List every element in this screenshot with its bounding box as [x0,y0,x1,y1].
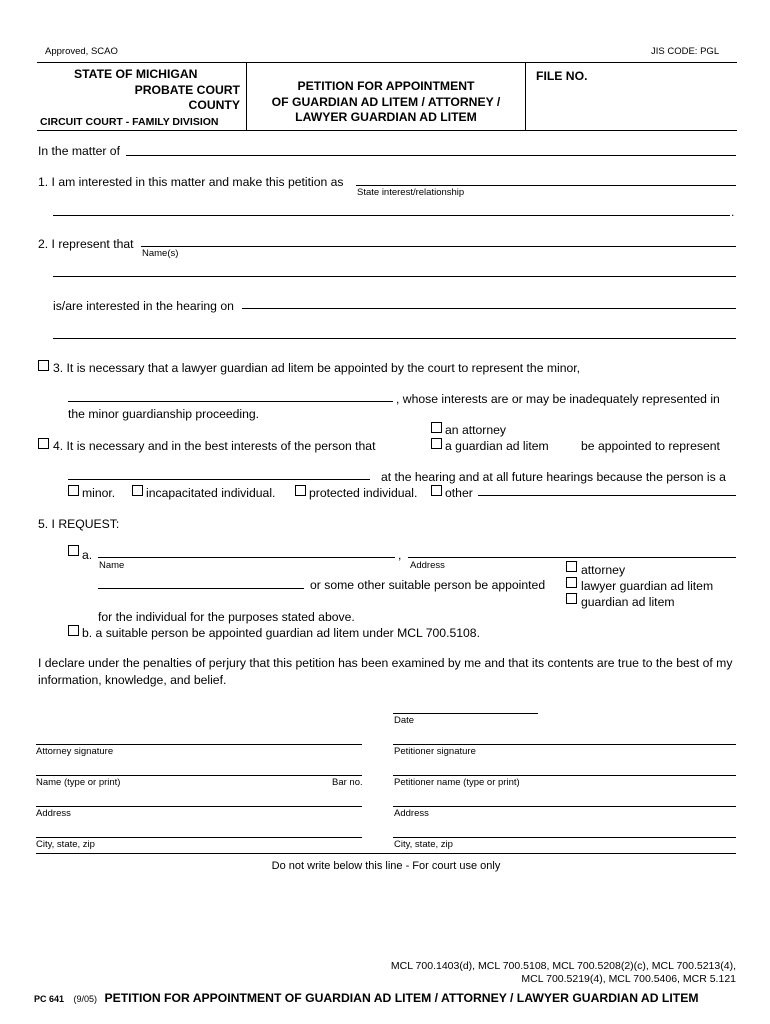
request-b-checkbox[interactable] [68,625,79,636]
court-use-note: Do not write below this line - For court use only [271,860,501,872]
appointee-address-field-2[interactable] [98,588,304,589]
declaration-line1: I declare under the penalties of perjury that this petition has been examined by me and that its contents are true to the best of my [38,656,733,670]
request-a-checkbox[interactable] [68,545,79,556]
form-title-line3: LAWYER GUARDIAN AD LITEM [295,110,477,124]
attorney-signature-caption: Attorney signature [36,746,114,757]
suitable-text: or some other suitable person be appointed [310,578,546,592]
court-use-divider [36,853,736,854]
petitioner-signature-caption: Petitioner signature [394,746,476,757]
request-attorney-label: attorney [581,563,626,577]
attorney-city-field[interactable] [36,837,362,838]
petitioner-signature-field[interactable] [393,744,736,745]
file-no-field[interactable] [527,80,735,128]
mcl-citations-line1: MCL 700.1403(d), MCL 700.5108, MCL 700.5208(2)(c), MCL 700.5213(4), [390,960,736,972]
option-incapacitated: incapacitated individual. [146,486,276,500]
request-gal-checkbox[interactable] [566,593,577,604]
other-checkbox[interactable] [431,485,442,496]
form-number: PC 641 [34,994,65,1004]
request-b-text: b. a suitable person be appointed guardian ad litem under MCL 700.5108. [82,626,480,640]
gal-checkbox[interactable] [431,438,442,449]
purposes-text: for the individual for the purposes stated above. [98,610,355,624]
name-address-comma: , [398,548,402,562]
appointee-name-field[interactable] [98,557,395,558]
header-top-border [37,62,737,63]
attorney-address-caption: Address [36,808,71,819]
item4-hearing: at the hearing and at all future hearings because the person is a [381,470,726,484]
appointee-address-field[interactable] [408,557,736,558]
attorney-checkbox[interactable] [431,422,442,433]
date-field[interactable] [393,713,538,714]
hearing-label: is/are interested in the hearing on [53,299,234,313]
hearing-field-2[interactable] [53,338,736,339]
probate-court: PROBATE COURT [134,83,240,97]
incapacitated-checkbox[interactable] [132,485,143,496]
item4-checkbox[interactable] [38,438,49,449]
circuit-court: CIRCUIT COURT - FAMILY DIVISION [40,116,219,128]
form-revision: (9/05) [73,994,97,1004]
option-minor: minor. [82,486,116,500]
minor-name-field[interactable] [68,401,393,402]
protected-checkbox[interactable] [295,485,306,496]
hearing-field[interactable] [242,308,736,309]
represent-names-field[interactable] [141,246,736,247]
option-attorney: an attorney [445,423,506,437]
names-caption: Name(s) [142,248,179,259]
file-no-label: FILE NO. [536,69,588,83]
other-field[interactable] [478,495,736,496]
county-label: COUNTY [188,98,240,112]
petitioner-address-field[interactable] [393,806,736,807]
petitioner-name-field[interactable] [393,775,736,776]
form-title-line2: OF GUARDIAN AD LITEM / ATTORNEY / [271,95,501,109]
request-gal-label: guardian ad litem [581,595,675,609]
petitioner-city-caption: City, state, zip [394,839,453,850]
header-divider-2 [525,62,526,131]
jis-code: JIS CODE: PGL [651,46,720,57]
footer-form-title: PETITION FOR APPOINTMENT OF GUARDIAN AD LITEM / ATTORNEY / LAWYER GUARDIAN AD LITEM [104,991,699,1005]
interest-caption: State interest/relationship [357,187,465,198]
option-protected: protected individual. [309,486,418,500]
item3-proceeding: the minor guardianship proceeding. [68,407,260,421]
matter-field[interactable] [126,155,736,156]
mcl-citations-line2: MCL 700.5219(4), MCL 700.5406, MCR 5.121 [521,973,736,985]
item5-text [38,517,119,531]
request-a-label: a. [82,548,93,562]
attorney-address-field[interactable] [36,806,362,807]
interest-field[interactable] [356,185,736,186]
request-lgal-checkbox[interactable] [566,577,577,588]
attorney-name-caption: Name (type or print) [36,777,121,788]
matter-label: In the matter of [38,144,120,158]
person-name-field[interactable] [68,479,370,480]
item1-text: 1. I am interested in this matter and make this petition as [38,175,344,189]
form-footer [34,989,698,1007]
attorney-city-caption: City, state, zip [36,839,95,850]
name-caption: Name [99,560,125,571]
item4-text: 4. It is necessary and in the best interests of the person that [53,439,376,453]
item1-period: . [731,205,735,219]
petitioner-city-field[interactable] [393,837,736,838]
approved-text: Approved, SCAO [45,46,118,57]
attorney-name-field[interactable] [36,775,362,776]
date-caption: Date [394,715,415,726]
option-gal: a guardian ad litem [445,439,549,453]
item5-label: 5. I REQUEST: [38,517,120,531]
interest-field-2[interactable] [53,215,730,216]
request-lgal-label: lawyer guardian ad litem [581,579,714,593]
petitioner-name-caption: Petitioner name (type or print) [394,777,520,788]
address-caption: Address [410,560,445,571]
item2-text: 2. I represent that [38,237,134,251]
petitioner-address-caption: Address [394,808,429,819]
bar-no-caption: Bar no. [332,777,363,788]
attorney-signature-field[interactable] [36,744,362,745]
item4-represent: be appointed to represent [581,439,720,453]
state-name: STATE OF MICHIGAN [74,67,198,81]
header-bottom-border [37,130,737,131]
declaration-line2: information, knowledge, and belief. [38,673,227,687]
item3-whose: , whose interests are or may be inadequately represented in [396,392,720,406]
item3-text: 3. It is necessary that a lawyer guardian ad litem be appointed by the court to represent the minor, [53,361,581,375]
item3-checkbox[interactable] [38,360,49,371]
option-other: other [445,486,473,500]
minor-checkbox[interactable] [68,485,79,496]
form-title-line1: PETITION FOR APPOINTMENT [297,79,475,93]
represent-names-field-2[interactable] [53,276,736,277]
request-attorney-checkbox[interactable] [566,561,577,572]
